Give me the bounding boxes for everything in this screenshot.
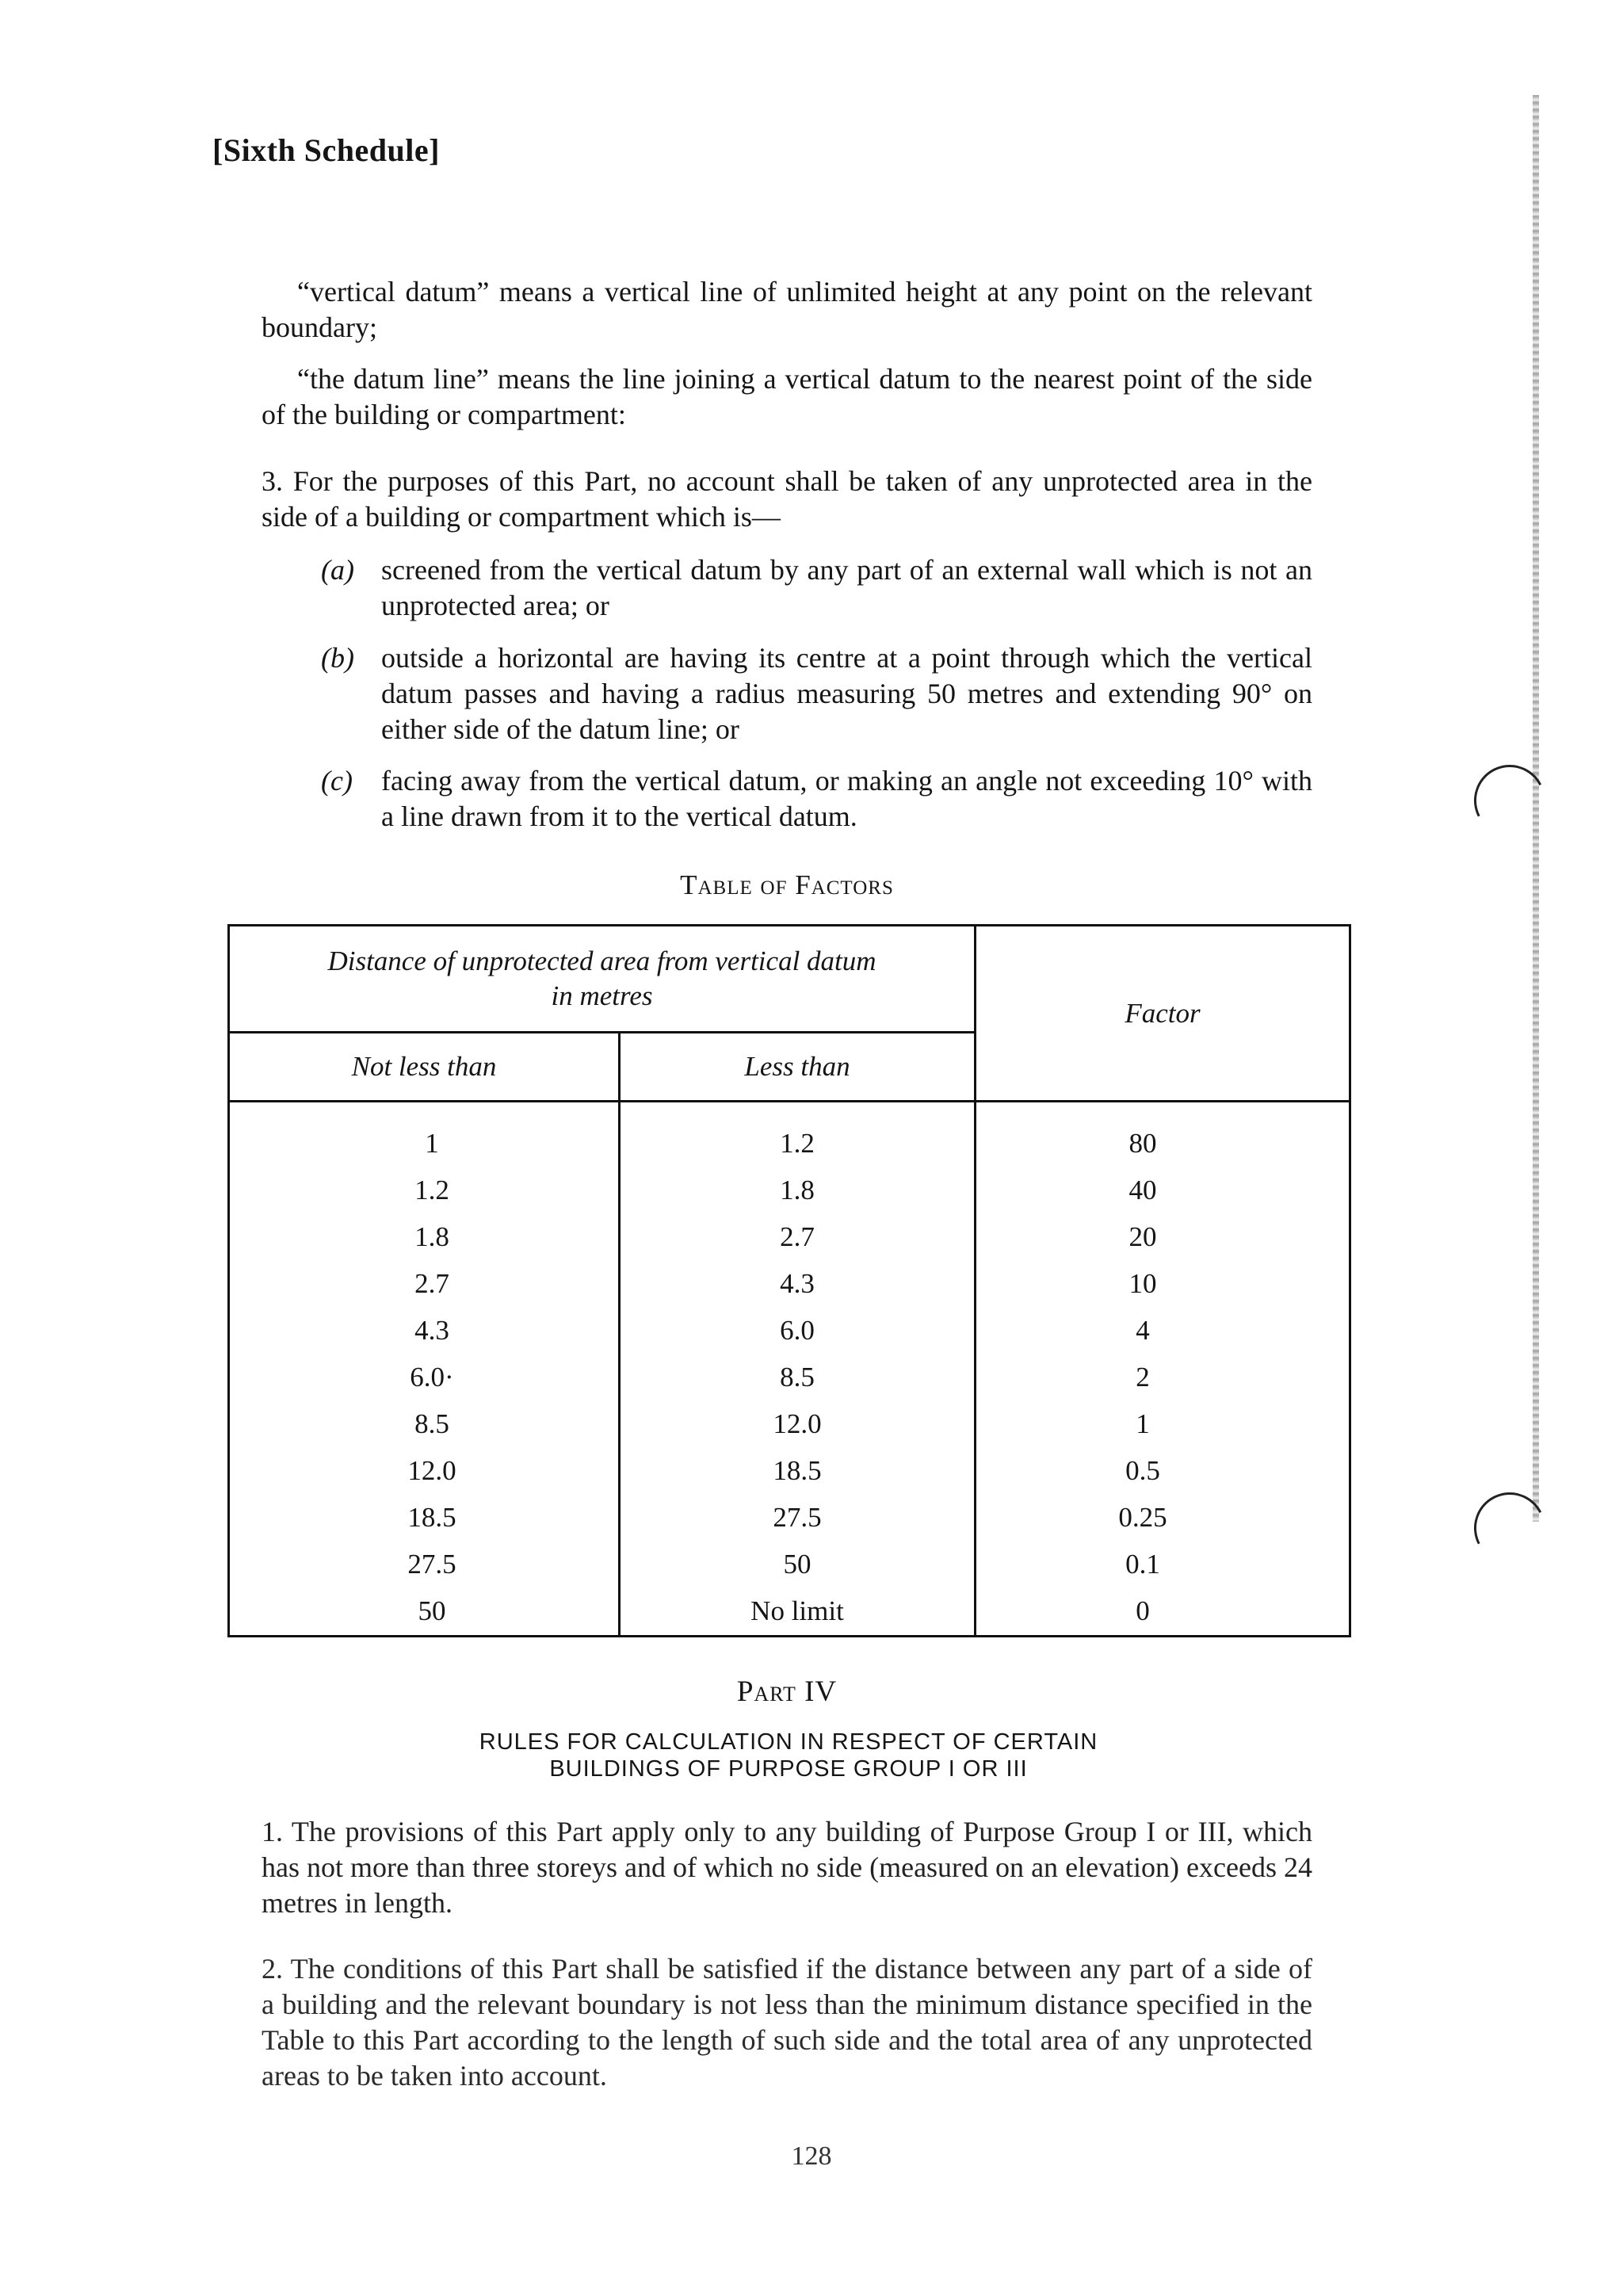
- less-than-cell: 8.5: [780, 1361, 815, 1392]
- factor-cell: 4: [1136, 1314, 1150, 1346]
- punch-hole-icon: [1465, 755, 1554, 845]
- not-less-than-header: Not less than: [230, 1033, 621, 1102]
- factor-cell: 80: [1128, 1127, 1157, 1159]
- factor-cell: 2: [1136, 1361, 1150, 1392]
- distance-header-line1: Distance of unprotected area from vertical datum: [327, 946, 876, 976]
- factor-cell: 1: [1136, 1408, 1150, 1439]
- factor-cell: 0.1: [1125, 1548, 1160, 1580]
- table-row: [230, 1307, 1349, 1354]
- less-than-cell: 12.0: [773, 1408, 822, 1439]
- not-less-than-cell: 1.2: [414, 1174, 449, 1205]
- table-row: [230, 1120, 1349, 1167]
- factor-cell: 0.25: [1118, 1501, 1167, 1533]
- factor-cell: 40: [1128, 1174, 1157, 1205]
- not-less-than-cell: 18.5: [407, 1501, 456, 1533]
- rule-3-intro: 3. For the purposes of this Part, no account shall be taken of any unprotected area in the side of a building or compartment which is—: [262, 465, 1312, 533]
- less-than-cell: 1.2: [780, 1127, 815, 1159]
- clause-b: [321, 640, 1312, 747]
- definition-vertical-datum: “vertical datum” means a vertical line of unlimited height at any point on the relevant boundary;: [262, 276, 1312, 343]
- table-row: [230, 1213, 1349, 1260]
- less-than-cell: 2.7: [780, 1221, 815, 1252]
- not-less-than-cell: 6.0·: [410, 1361, 454, 1392]
- clause-text: screened from the vertical datum by any part of an external wall which is not an unprotected area; or: [381, 554, 1312, 621]
- table-row: [230, 1541, 1349, 1587]
- table-row: [230, 1167, 1349, 1213]
- clause-c: [321, 763, 1312, 835]
- not-less-than-cell: 2.7: [414, 1267, 449, 1299]
- definition-datum-line: “the datum line” means the line joining a vertical datum to the nearest point of the side of the building or compartment:: [262, 363, 1312, 430]
- not-less-than-cell: 50: [418, 1595, 446, 1626]
- less-than-cell: No limit: [750, 1595, 844, 1626]
- page-number: 128: [791, 2141, 832, 2171]
- not-less-than-cell: 12.0: [407, 1454, 456, 1486]
- clause-marker: (c): [321, 765, 353, 797]
- factor-header: Factor: [976, 926, 1349, 1102]
- less-than-cell: 4.3: [780, 1267, 815, 1299]
- punch-hole-icon: [1465, 1483, 1554, 1572]
- factor-cell: 0: [1136, 1595, 1150, 1626]
- table-row: [230, 1494, 1349, 1541]
- table-row: [230, 1354, 1349, 1400]
- less-than-cell: 1.8: [780, 1174, 815, 1205]
- table-title: Table of Factors: [680, 869, 894, 900]
- rules-heading-line2: BUILDINGS OF PURPOSE GROUP I OR III: [549, 1756, 1028, 1782]
- not-less-than-cell: 1: [425, 1127, 439, 1159]
- clause-marker: (b): [321, 642, 354, 674]
- clause-marker: (a): [321, 554, 354, 586]
- less-than-cell: 6.0: [780, 1314, 815, 1346]
- distance-header-line2: in metres: [551, 980, 653, 1011]
- not-less-than-cell: 4.3: [414, 1314, 449, 1346]
- table-row: [230, 1260, 1349, 1307]
- table-row: [230, 1400, 1349, 1447]
- schedule-label: [Sixth Schedule]: [212, 132, 440, 168]
- table-row: [230, 1587, 1349, 1634]
- factor-cell: 0.5: [1125, 1454, 1160, 1486]
- rules-heading-line1: RULES FOR CALCULATION IN RESPECT OF CERTAIN: [479, 1729, 1098, 1755]
- clause-a: [321, 552, 1312, 624]
- part-title: Part IV: [736, 1675, 838, 1708]
- less-than-cell: 18.5: [773, 1454, 822, 1486]
- not-less-than-cell: 8.5: [414, 1408, 449, 1439]
- not-less-than-cell: 1.8: [414, 1221, 449, 1252]
- clause-text: outside a horizontal are having its centre at a point through which the vertical datum passes and having a radius measuring 50 metres and extending 90° on either side of the datum line; or: [381, 642, 1312, 745]
- not-less-than-cell: 27.5: [407, 1548, 456, 1580]
- less-than-cell: 27.5: [773, 1501, 822, 1533]
- factor-cell: 20: [1128, 1221, 1157, 1252]
- provision-1: 1. The provisions of this Part apply only to any building of Purpose Group I or III, which has not more than three storeys and of which no side (measured on an elevation) exceeds 24 metres in length.: [262, 1816, 1312, 1919]
- less-than-cell: 50: [783, 1548, 812, 1580]
- factor-cell: 10: [1128, 1267, 1157, 1299]
- table-row: [230, 1447, 1349, 1494]
- table-body: [230, 1120, 1349, 1634]
- clause-text: facing away from the vertical datum, or making an angle not exceeding 10° with a line drawn from it to the vertical datum.: [381, 765, 1312, 832]
- less-than-header: Less than: [621, 1033, 976, 1102]
- provision-2: 2. The conditions of this Part shall be satisfied if the distance between any part of a side of a building and the relevant boundary is not less than the minimum distance specified in the Table to this Part according to the length of such side and the total area of any unprotected areas to be taken into account.: [262, 1953, 1312, 2092]
- distance-header: [230, 926, 976, 1033]
- rules-heading: [365, 1729, 1212, 1782]
- factor-table: [227, 924, 1351, 1637]
